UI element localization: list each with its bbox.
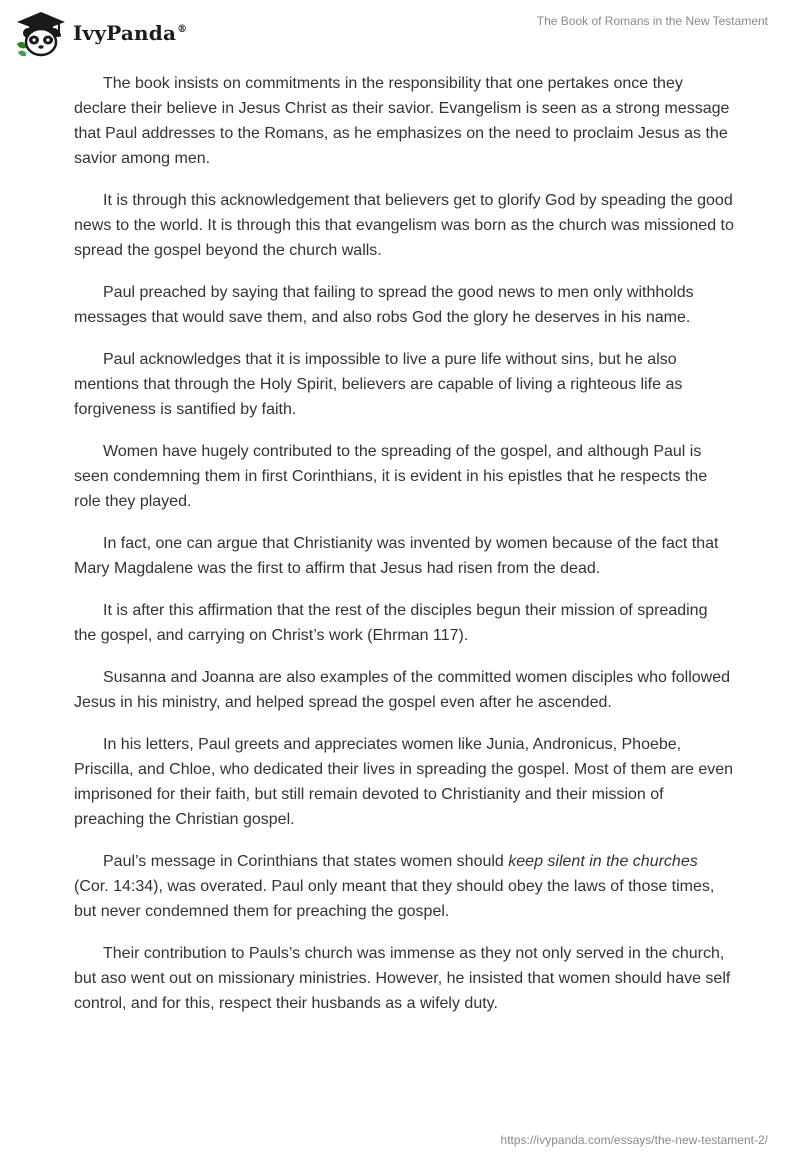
paragraph-text-after: (Cor. 14:34), was overated. Paul only meant that they should obey the laws of those times, but never condemned them for preaching the gospel.	[74, 878, 715, 920]
ivypanda-logo[interactable]	[13, 8, 187, 58]
paragraph: Women have hugely contributed to the spreading of the gospel, and although Paul is seen condemning them in first Corinthians, it is evident in his epistles that he respects the role they played.	[74, 443, 708, 510]
paragraph: It is after this affirmation that the rest of the disciples begun their mission of spreading the gospel, and carrying on Christ’s work (Ehrman 117).	[74, 602, 708, 644]
paragraph: The book insists on commitments in the responsibility that one pertakes once they declare their believe in Jesus Christ as their savior. Evangelism is seen as a strong message that Paul addresses to the Romans, as he emphasizes on the need to proclaim Jesus as the savior among men.	[74, 75, 730, 167]
paragraph: Paul acknowledges that it is impossible to live a pure life without sins, but he also mentions that through the Holy Spirit, believers are capable of living a righteous life as forgiveness is santified by faith.	[74, 351, 683, 418]
paragraph: In fact, one can argue that Christianity was invented by women because of the fact that Mary Magdalene was the first to affirm that Jesus had risen from the dead.	[74, 535, 719, 577]
paragraph: Susanna and Joanna are also examples of the committed women disciples who followed Jesus in his ministry, and helped spread the gospel even after he ascended.	[74, 669, 731, 711]
paragraph: It is through this acknowledgement that believers get to glorify God by speading the good news to the world. It is through this that evangelism was born as the church was missioned to spread the gospel beyond the church walls.	[74, 192, 734, 259]
essay-body	[74, 71, 734, 1033]
quoted-emphasis: keep silent in the churches	[508, 853, 698, 870]
brand-name: IvyPanda®	[73, 21, 188, 45]
paragraph: Their contribution to Pauls’s church was immense as they not only served in the church, but aso went out on missionary ministries. However, he insisted that women should have self control, and for this, respect their husbands as a wifely duty.	[74, 945, 731, 1012]
source-url[interactable]: https://ivypanda.com/essays/the-new-testament-2/	[500, 1133, 768, 1147]
document-title: The Book of Romans in the New Testament	[536, 14, 768, 28]
panda-graduate-icon	[13, 8, 69, 58]
paragraph: In his letters, Paul greets and appreciates women like Junia, Andronicus, Phoebe, Priscilla, and Chloe, who dedicated their lives in spreading the gospel. Most of them are even imprisoned for their faith, but still remain devoted to Christianity and their mission of preaching the Christian gospel.	[74, 736, 734, 828]
paragraph: Paul preached by saying that failing to spread the good news to men only withholds messages that would save them, and also robs God the glory he deserves in his name.	[74, 284, 694, 326]
page-header	[0, 0, 800, 70]
registered-mark: ®	[177, 24, 188, 36]
paragraph-text-before: Paul’s message in Corinthians that states women should	[103, 853, 509, 870]
paragraph	[74, 849, 734, 924]
